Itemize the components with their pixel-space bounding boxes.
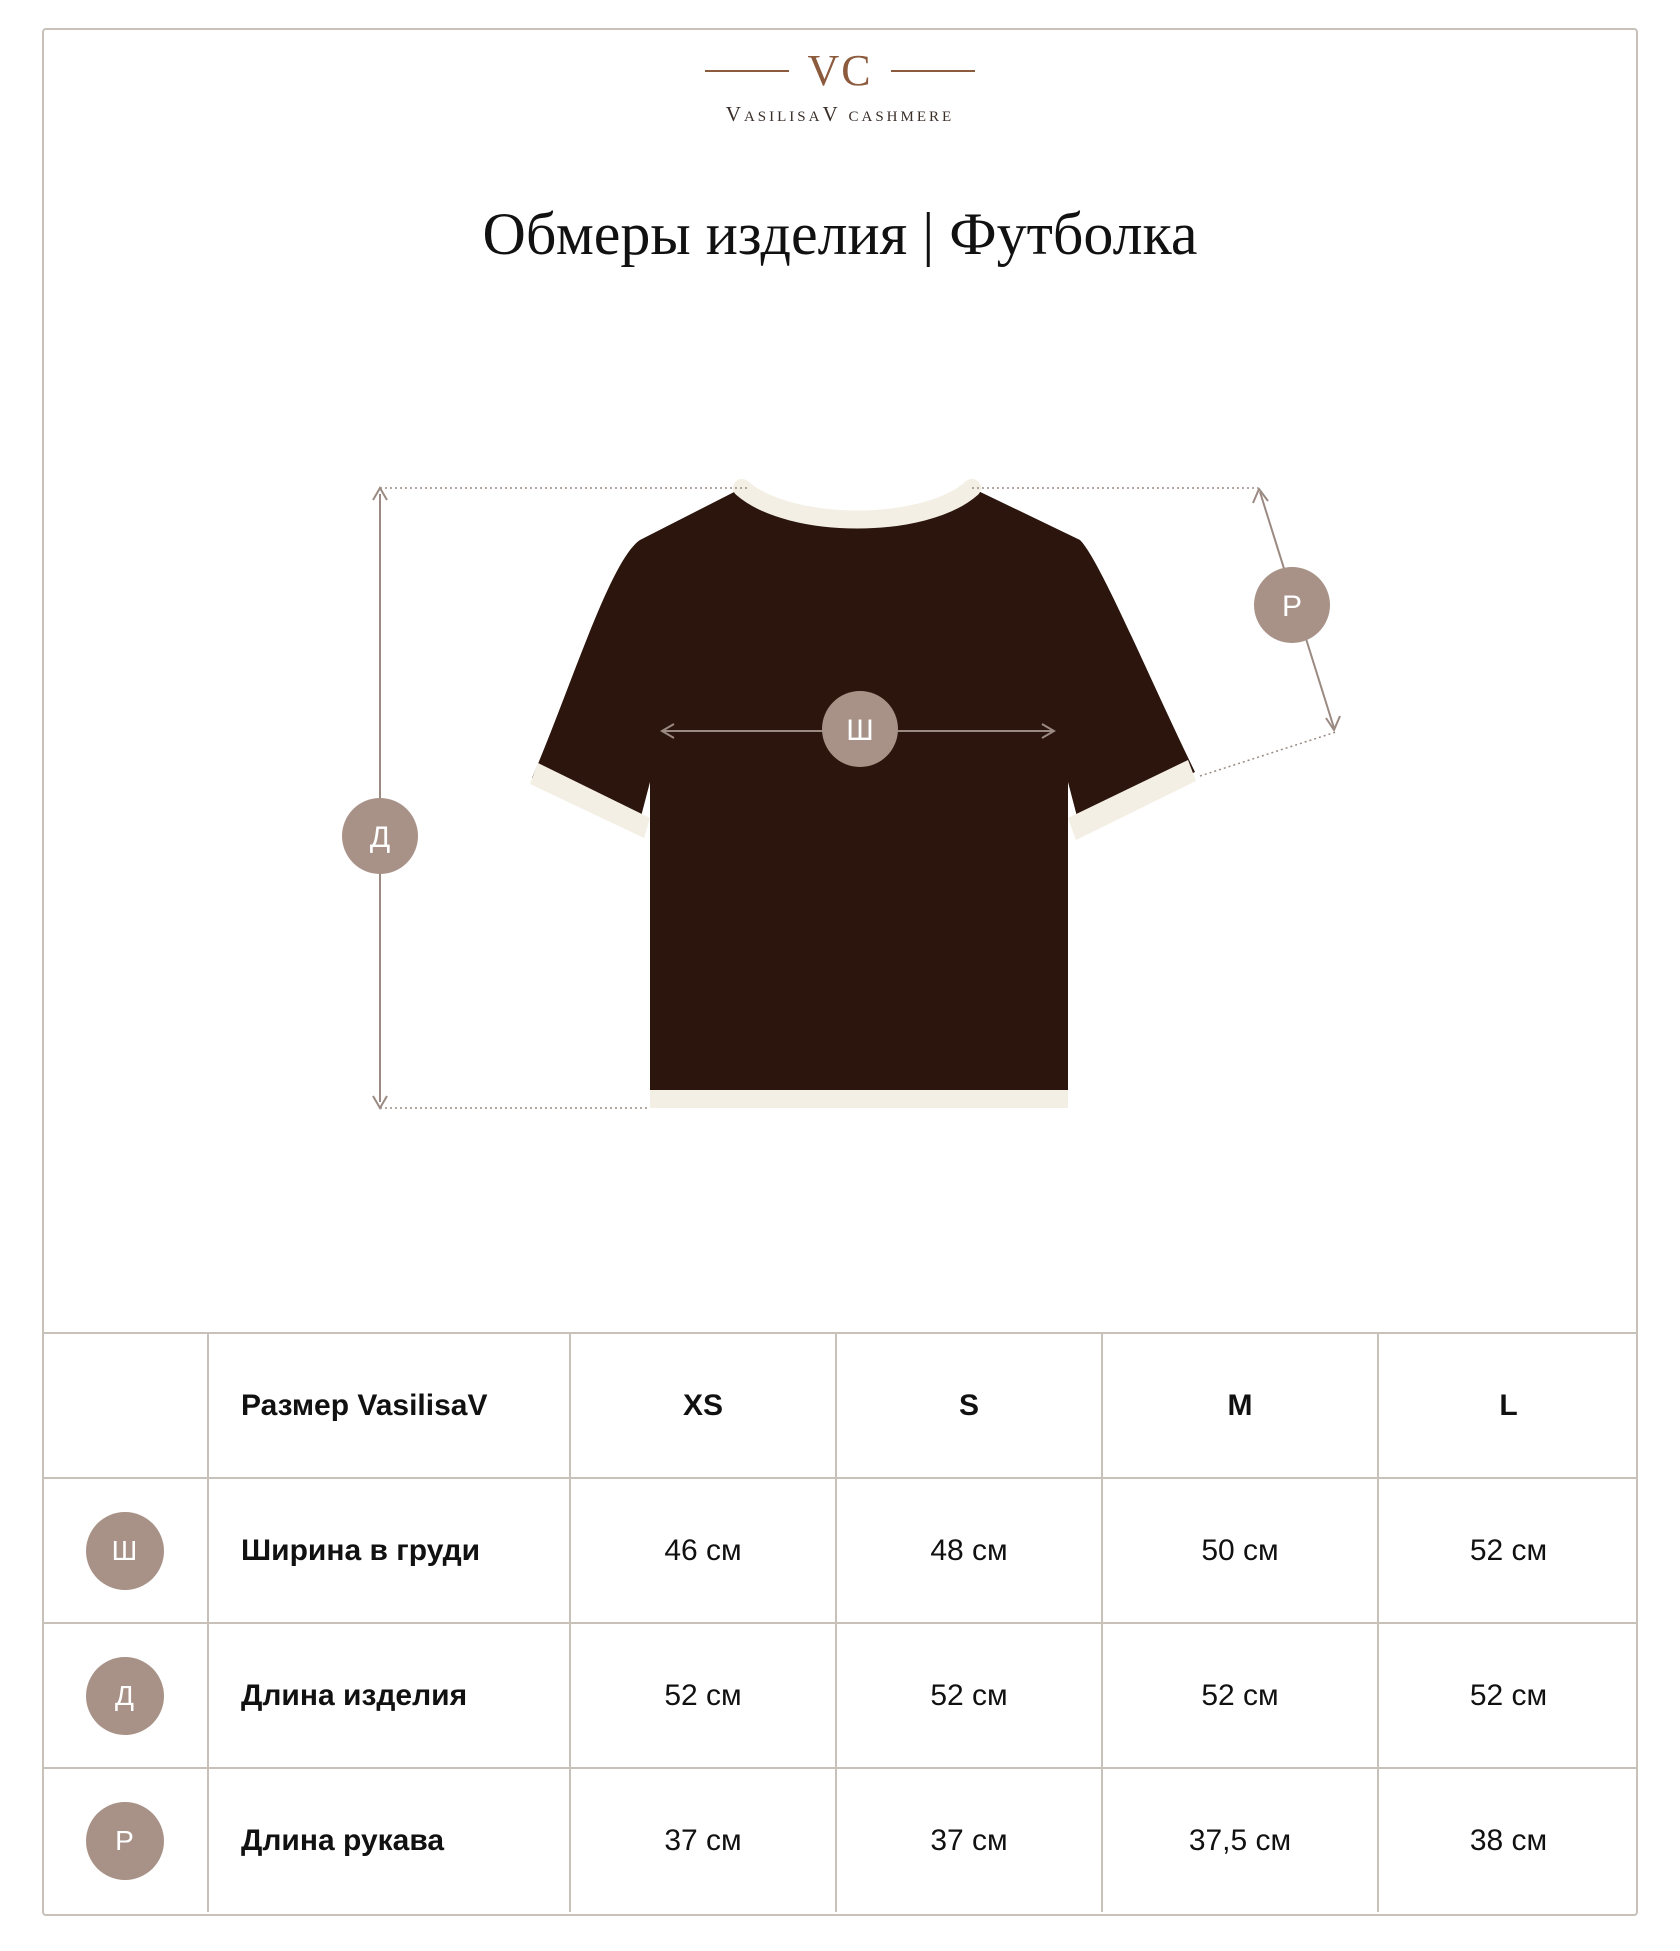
size-l-header: L [1378,1333,1638,1478]
row-badge-length: Д [86,1657,164,1735]
row-badge-width: Ш [86,1512,164,1590]
svg-text:Д: Д [369,821,391,854]
logo-monogram: VC [807,46,873,95]
marker-length [342,798,418,874]
table-header-row [42,1333,1638,1478]
table-row [42,1478,1638,1623]
table-row [42,1623,1638,1768]
marker-width [822,691,898,767]
page-title: Обмеры изделия | Футболка [482,201,1198,267]
size-chart-table [42,1332,1638,1912]
tshirt-illustration [530,488,1196,1108]
tshirt-body [532,488,1195,1108]
table-cell: 52 см [1102,1623,1378,1768]
header-label: Размер VasilisaV [208,1333,570,1478]
row-label: Длина рукава [208,1768,570,1912]
tshirt-hem [650,1090,1068,1108]
table-cell: 37,5 см [1102,1768,1378,1912]
table-cell: 52 см [1378,1623,1638,1768]
size-m-header: M [1102,1333,1378,1478]
table-cell: 46 см [570,1478,836,1623]
size-s-header: S [836,1333,1102,1478]
table-cell: 48 см [836,1478,1102,1623]
table-cell: 37 см [570,1768,836,1912]
table-cell: 37 см [836,1768,1102,1912]
svg-text:Ш: Ш [846,714,874,747]
tshirt-collar [742,488,972,520]
brand-name: VasilisaV cashmere [725,102,955,126]
table-cell: 52 см [1378,1478,1638,1623]
row-badge-sleeve: Р [86,1802,164,1880]
table-cell: 50 см [1102,1478,1378,1623]
table-cell: 38 см [1378,1768,1638,1912]
table-cell: 52 см [836,1623,1102,1768]
marker-sleeve [1254,567,1330,643]
row-label: Длина изделия [208,1623,570,1768]
size-xs-header: XS [570,1333,836,1478]
table-cell: 52 см [570,1623,836,1768]
table-row [42,1768,1638,1912]
svg-text:Р: Р [1281,590,1303,623]
row-label: Ширина в груди [208,1478,570,1623]
header-empty-cell [42,1333,208,1478]
